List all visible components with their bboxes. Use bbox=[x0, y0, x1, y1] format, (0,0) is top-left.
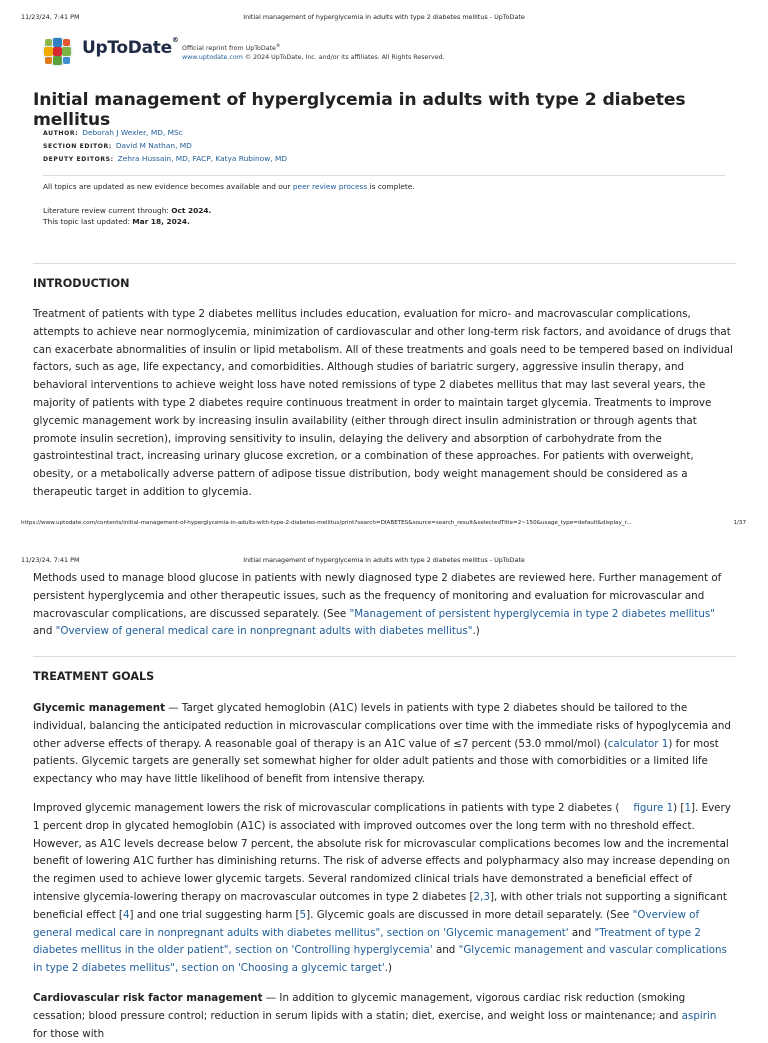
print-footer bbox=[0, 520, 768, 532]
section-heading-introduction: INTRODUCTION bbox=[33, 277, 130, 290]
topic-title: Initial management of hyperglycemia in adults with type 2 diabetes mellitus bbox=[33, 90, 686, 130]
print-date: 11/23/24, 7:41 PM bbox=[21, 556, 80, 564]
print-footer-url: https://www.uptodate.com/contents/initial-management-of-hyperglycemia-in-adults-with-type-2-diabetes-mellitus/print?search=DIABETES&source=search_result&selectedTitle=2~150&usage_type=default&display_r... bbox=[21, 520, 632, 526]
peer-review-link[interactable]: peer review process bbox=[292, 182, 368, 191]
methods-paragraph: Methods used to manage blood glucose in patients with newly diagnosed type 2 diabetes are reviewed here. Further management of persistent hyperglycemia and other therapeutic issues, such as the frequency of monitoring and evaluation for microvascular and macrovascular complications, are discussed separately. (See "Management of persistent hyperglycemia in type 2 diabetes mellitus" and "Overview of general medical care in nonpregnant adults with diabetes mellitus".) bbox=[33, 572, 722, 638]
print-header bbox=[0, 13, 768, 25]
persistent-hyperglycemia-link[interactable]: "Management of persistent hyperglycemia in type 2 diabetes mellitus" bbox=[349, 607, 715, 620]
uptodate-logo-icon bbox=[42, 36, 73, 67]
vascular-complications-link[interactable]: "Glycemic management and vascular complications in type 2 diabetes mellitus", section on 'Choosing a glycemic target' bbox=[33, 944, 727, 975]
review-dates: Literature review current through: Oct 2024. This topic last updated: Mar 18, 2024. bbox=[43, 206, 212, 226]
general-medical-care-link[interactable]: "Overview of general medical care in nonpregnant adults with diabetes mellitus" bbox=[55, 625, 473, 638]
section-heading-treatment-goals: TREATMENT GOALS bbox=[33, 670, 155, 683]
divider bbox=[43, 175, 725, 176]
general-care-glycemic-link[interactable]: "Overview of general medical care in nonpregnant adults with diabetes mellitus", section on 'Glycemic management' bbox=[33, 908, 700, 939]
older-patient-link[interactable]: "Treatment of type 2 diabetes mellitus in the older patient", section on 'Controlling hyperglycemia' bbox=[33, 926, 701, 957]
calculator-link[interactable]: calculator 1 bbox=[607, 737, 669, 750]
uptodate-logo-row bbox=[42, 36, 722, 70]
improved-glycemic-paragraph: Improved glycemic management lowers the risk of microvascular complications in patients with type 2 diabetes ( figure 1) [1]. Every 1 percent drop in glycated hemoglobin (A1C) is associated with improved outcomes over the long term with no threshold effect. However, as A1C levels decrease below 7 percent, the absolute risk for microvascular complications becomes low and the incremental benefit of lowering A1C further has diminishing returns. The risk of adverse effects and polypharmacy also may increase depending on the regimen used to achieve lower glycemic targets. Several randomized clinical trials have demonstrated a beneficial effect of intensive glycemia-lowering therapy on macrovascular outcomes in type 2 diabetes [2,3], with other trials not supporting a significant beneficial effect [4] and one trial suggesting harm [5]. Glycemic goals are discussed in more detail separately. (See "Overview of general medical care in nonpregnant adults with diabetes mellitus", section on 'Glycemic management' and "Treatment of type 2 diabetes mellitus in the older patient", section on 'Controlling hyperglycemia' and "Glycemic management and vascular complications in type 2 diabetes mellitus", section on 'Choosing a glycemic target'.) bbox=[33, 802, 731, 975]
figure-1-link[interactable]: figure 1 bbox=[633, 802, 674, 814]
uptodate-site-link[interactable]: www.uptodate.com bbox=[182, 54, 243, 62]
print-header bbox=[0, 556, 768, 568]
reference-link[interactable]: 5 bbox=[299, 908, 307, 921]
print-title: Initial management of hyperglycemia in adults with type 2 diabetes mellitus - UpToDate bbox=[243, 556, 525, 564]
print-date: 11/23/24, 7:41 PM bbox=[21, 13, 80, 21]
author-link[interactable]: Deborah J Wexler, MD, MSc bbox=[82, 128, 183, 137]
glycemic-management-paragraph: Glycemic management — Target glycated hemoglobin (A1C) levels in patients with type 2 diabetes should be tailored to the individual, balancing the anticipated reduction in microvascular complications over time with the immediate risks of hypoglycemia and other adverse effects of therapy. A reasonable goal of therapy is an A1C value of ≤7 percent (53.0 mmol/mol) (calculator 1) for most patients. Glycemic targets are generally set somewhat higher for older adult patients and those with comorbidities or a limited life expectancy who may have little likelihood of benefit from intensive therapy. bbox=[33, 702, 731, 786]
section-editor-link[interactable]: David M Nathan, MD bbox=[115, 141, 192, 150]
page-number: 1/37 bbox=[733, 520, 746, 526]
cardiovascular-paragraph: Cardiovascular risk factor management — In addition to glycemic management, vigorous cardiac risk reduction (smoking cessation; blood pressure control; reduction in serum lipids with a statin; diet, exercise, and weight loss or maintenance; and aspirin for those with bbox=[33, 992, 717, 1040]
divider bbox=[33, 656, 736, 657]
divider bbox=[33, 263, 736, 264]
reprint-notice: Official reprint from UpToDate® www.uptodate.com © 2024 UpToDate, Inc. and/or its affiliates. All Rights Reserved. bbox=[182, 44, 445, 62]
reference-link[interactable]: 4 bbox=[122, 908, 130, 921]
intro-paragraph: Treatment of patients with type 2 diabetes mellitus includes education, evaluation for micro- and macrovascular complications, attempts to achieve near normoglycemia, minimization of cardiovascular and other long-term risk factors, and avoidance of drugs that can exacerbate abnormalities of insulin or lipid metabolism. All of these treatments and goals need to be tempered based on individual factors, such as age, life expectancy, and comorbidities. Although studies of bariatric surgery, aggressive insulin therapy, and behavioral interventions to achieve weight loss have noted remissions of type 2 diabetes mellitus that may last several years, the majority of patients with type 2 diabetes require continuous treatment in order to maintain target glycemia. Treatments to improve glycemic management work by increasing insulin availability (either through direct insulin administration or through agents that promote insulin secretion), improving sensitivity to insulin, delaying the delivery and absorption of carbohydrate from the gastrointestinal tract, increasing urinary glucose excretion, or a combination of these approaches. For patients with overweight, obesity, or a metabolically adverse pattern of adipose tissue distribution, body weight management should be considered as a therapeutic target in addition to glycemia. bbox=[33, 308, 733, 498]
reference-link[interactable]: 2,3 bbox=[473, 890, 490, 903]
aspirin-link[interactable]: aspirin bbox=[681, 1009, 717, 1022]
author-block: AUTHOR: Deborah J Wexler, MD, MSc SECTION EDITOR: David M Nathan, MD DEPUTY EDITORS: Zehra Hussain, MD, FACP, Katya Rubinow, MD bbox=[43, 128, 288, 163]
uptodate-brand: UpToDate® bbox=[82, 36, 179, 58]
update-notice: All topics are updated as new evidence becomes available and our peer review process is complete. bbox=[43, 182, 415, 191]
print-title: Initial management of hyperglycemia in adults with type 2 diabetes mellitus - UpToDate bbox=[243, 13, 525, 21]
deputy-editors-link[interactable]: Zehra Hussain, MD, FACP, Katya Rubinow, MD bbox=[117, 154, 288, 163]
reference-link[interactable]: 1 bbox=[684, 802, 691, 814]
